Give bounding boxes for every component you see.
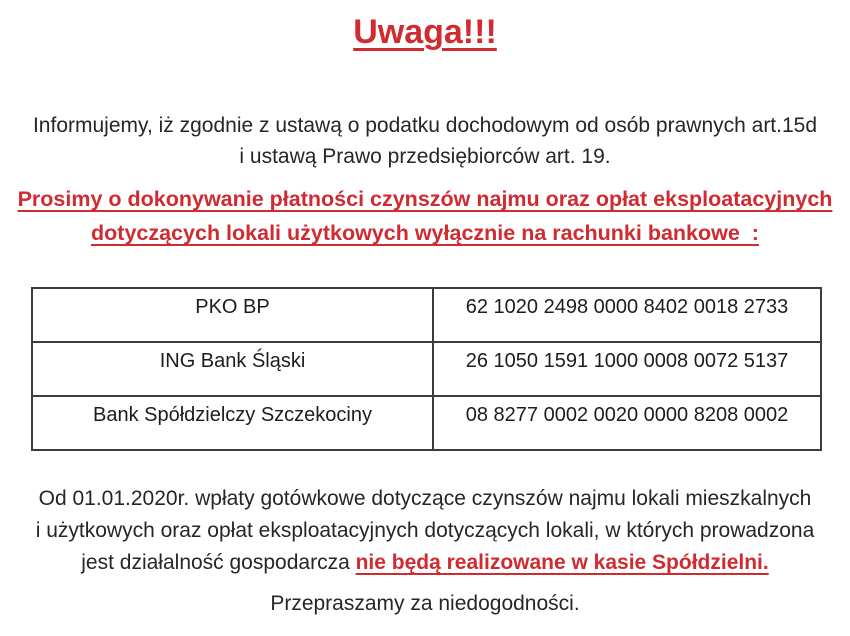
account-number-cell: 08 8277 0002 0020 0000 8208 0002	[433, 396, 821, 450]
cash-info-line-2: i użytkowych oraz opłat eksploatacyjnych dotyczących lokali, w których prowadzona	[35, 519, 815, 542]
account-number-cell: 26 1050 1591 1000 0008 0072 5137	[433, 342, 821, 396]
intro-line-2: i ustawą Prawo przedsiębiorców art. 19.	[239, 145, 611, 168]
bank-name-cell: ING Bank Śląski	[32, 342, 433, 396]
intro-paragraph	[0, 110, 850, 172]
cash-payments-paragraph	[0, 483, 850, 579]
table-row	[32, 396, 821, 450]
account-number-cell: 62 1020 2498 0000 8402 0018 2733	[433, 288, 821, 342]
cash-info-highlight: nie będą realizowane w kasie Spółdzielni.	[355, 551, 769, 574]
bank-name-cell: Bank Spółdzielczy Szczekociny	[32, 396, 433, 450]
intro-line-1: Informujemy, iż zgodnie z ustawą o podatku dochodowym od osób prawnych art.15d	[32, 114, 818, 137]
bank-name-cell: PKO BP	[32, 288, 433, 342]
table-row	[32, 288, 821, 342]
cash-info-line-3	[0, 547, 850, 579]
document-title	[0, 10, 850, 54]
cash-info-line-3-prefix: jest działalność gospodarcza	[81, 551, 356, 574]
bank-accounts-table	[31, 287, 822, 451]
table-row	[32, 342, 821, 396]
payment-notice-line-2: dotyczących lokali użytkowych wyłącznie na rachunki bankowe :	[91, 221, 759, 245]
document-title-text: Uwaga!!!	[353, 13, 497, 51]
cash-info-line-1: Od 01.01.2020r. wpłaty gotówkowe dotyczące czynszów najmu lokali mieszkalnych	[38, 487, 812, 510]
payment-notice-line-1: Prosimy o dokonywanie płatności czynszów najmu oraz opłat eksploatacyjnych	[17, 187, 833, 211]
closing-apology: Przepraszamy za niedogodności.	[270, 592, 580, 615]
payment-notice	[0, 182, 850, 250]
